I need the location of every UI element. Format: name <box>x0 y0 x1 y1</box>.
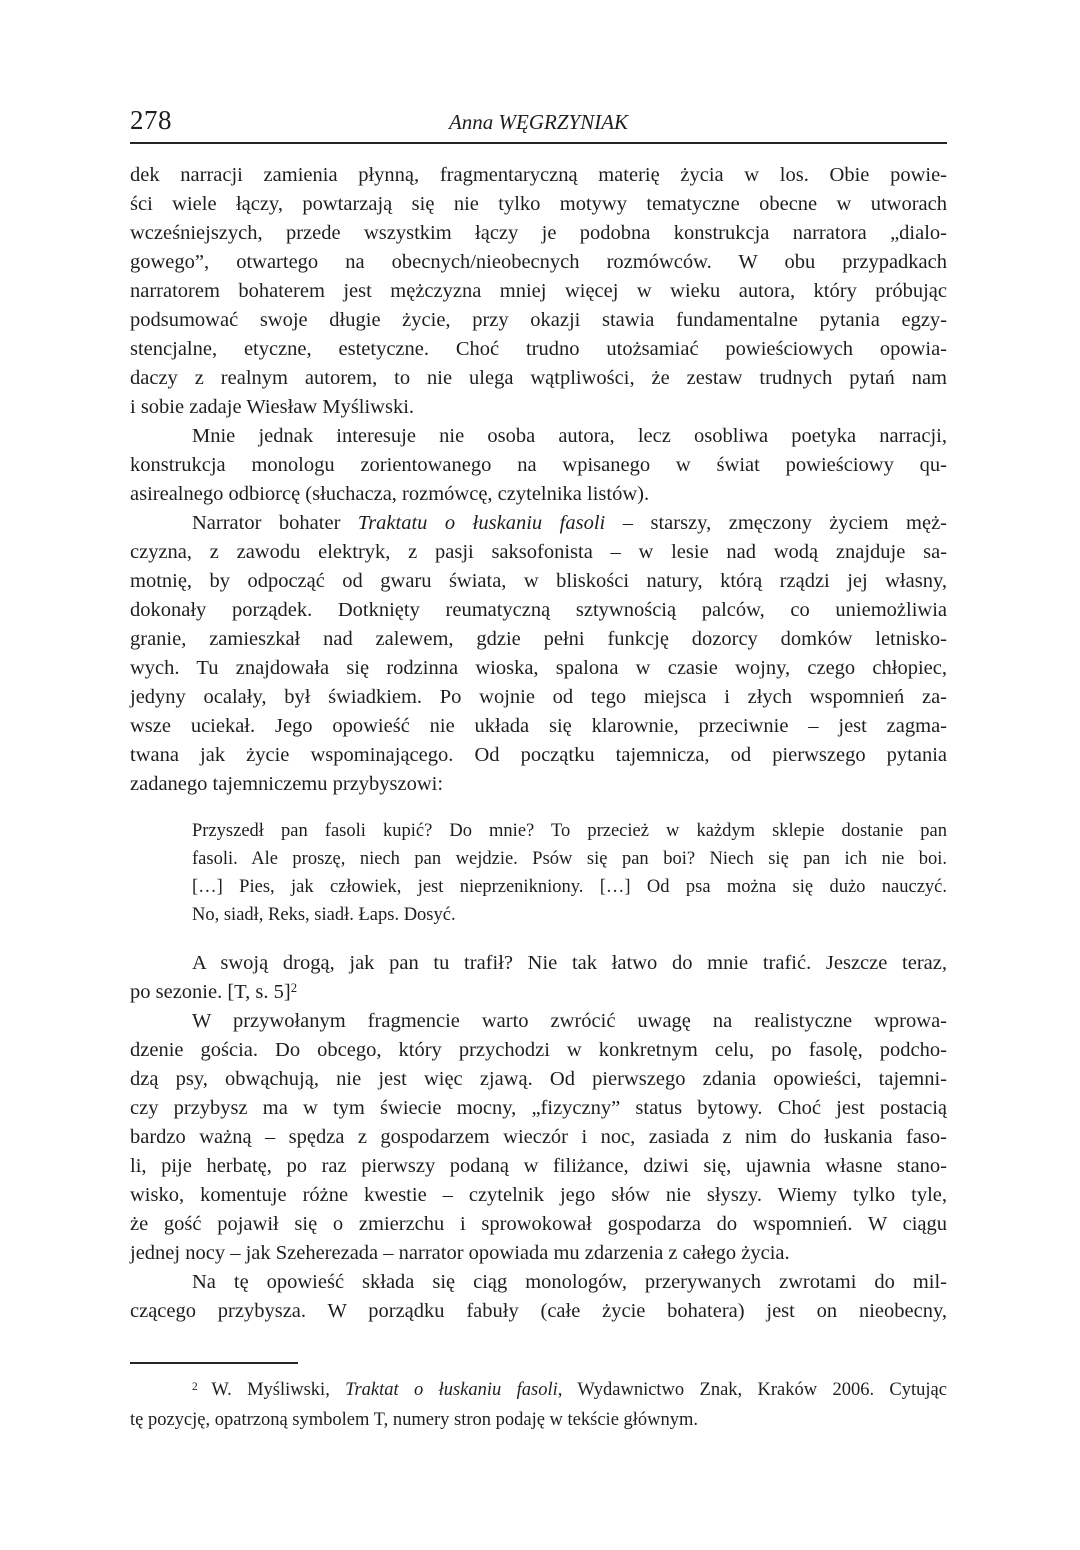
text-line <box>130 1036 947 1065</box>
text-line <box>130 1239 947 1268</box>
text-line <box>130 161 947 190</box>
text-segment: motnię, by odpocząć od gwaru świata, w bliskości natury, którą rządzi jej własny, <box>130 570 947 592</box>
text-line <box>130 1065 947 1094</box>
text-line <box>130 335 947 364</box>
text-segment: jednej nocy – jak Szeherezada – narrator opowiada mu zdarzenia z całego życia. <box>130 1242 790 1264</box>
text-segment: dzenie gościa. Do obcego, który przychodzi w konkretnym celu, po fasolę, podcho- <box>130 1039 947 1061</box>
text-segment: że gość pojawił się o zmierzchu i sprowokował gospodarza do wspomnień. W ciągu <box>130 1213 947 1235</box>
text-segment: – starszy, zmęczony życiem męż- <box>605 512 947 534</box>
text-line <box>130 1268 947 1297</box>
text-segment: Mnie jednak interesuje nie osoba autora, lecz osobliwa poetyka narracji, <box>192 425 947 447</box>
block-quotation <box>192 817 947 929</box>
text-line <box>130 509 947 538</box>
text-segment: konstrukcja monologu zorientowanego na wpisanego w świat powieściowy qu- <box>130 454 947 476</box>
page-header <box>130 103 947 138</box>
text-line <box>130 1210 947 1239</box>
text-segment: daczy z realnym autorem, to nie ulega wątpliwości, że zestaw trudnych pytań nam <box>130 367 947 389</box>
text-segment: dokonały porządek. Dotknięty reumatyczną sztywnością palców, co uniemożliwia <box>130 599 947 621</box>
italic-text: Traktat o łuskaniu fasoli <box>345 1380 558 1400</box>
text-line <box>130 1007 947 1036</box>
text-segment: ści wiele łączy, powtarzają się nie tylko motywy tematyczne obecne w utworach <box>130 193 947 215</box>
text-line <box>192 873 947 901</box>
text-line <box>130 596 947 625</box>
text-segment: czącego przybysza. W porządku fabuły (całe życie bohatera) jest on nieobecny, <box>130 1300 947 1322</box>
text-line <box>130 654 947 683</box>
text-segment: bardzo ważną – spędza z gospodarzem wieczór i noc, zasiada z nim do łuskania faso- <box>130 1126 947 1148</box>
text-segment: po sezonie. [T, s. 5] <box>130 981 291 1003</box>
text-segment: asirealnego odbiorcę (słuchacza, rozmówcę, czytelnika listów). <box>130 483 650 505</box>
text-line <box>130 712 947 741</box>
paragraph <box>130 161 947 422</box>
paragraph <box>130 1268 947 1326</box>
text-segment: […] Pies, jak człowiek, jest nieprzenikniony. […] Od psa można się dużo nauczyć. <box>192 877 947 897</box>
text-segment: narratorem bohaterem jest mężczyzna mniej więcej w wieku autora, który próbując <box>130 280 947 302</box>
text-line <box>130 277 947 306</box>
text-line <box>130 451 947 480</box>
text-line <box>130 978 947 1007</box>
text-line <box>130 741 947 770</box>
text-segment: No, siadł, Reks, siadł. Łaps. Dosyć. <box>192 905 456 925</box>
text-line <box>130 625 947 654</box>
footnote <box>130 1375 947 1435</box>
text-segment: stencjalne, etyczne, estetyczne. Choć trudno utożsamiać powieściowych opowia- <box>130 338 947 360</box>
paragraph <box>130 509 947 799</box>
text-segment: wych. Tu znajdowała się rodzinna wioska, spalona w czasie wojny, czego chłopiec, <box>130 657 947 679</box>
text-segment: dek narracji zamienia płynną, fragmentaryczną materię życia w los. Obie powie- <box>130 164 947 186</box>
text-segment: wcześniejszych, przede wszystkim łączy je podobna konstrukcja narratora „dialo- <box>130 222 947 244</box>
text-segment: jedyny ocalały, był świadkiem. Po wojnie od tego miejsca i złych wspomnień za- <box>130 686 947 708</box>
text-line <box>130 1297 947 1326</box>
text-line <box>130 393 947 422</box>
text-segment: Na tę opowieść składa się ciąg monologów, przerywanych zwrotami do mil- <box>192 1271 947 1293</box>
text-line <box>130 770 947 799</box>
text-segment: gowego”, otwartego na obecnych/nieobecnych rozmówców. W obu przypadkach <box>130 251 947 273</box>
text-line <box>130 219 947 248</box>
page-body-text <box>130 161 947 1326</box>
page-number: 278 <box>130 105 172 135</box>
text-line <box>130 306 947 335</box>
italic-text: Traktatu o łuskaniu fasoli <box>357 512 606 534</box>
text-segment: czy przybysz ma w tym świecie mocny, „fizyczny” status bytowy. Choć jest postacią <box>130 1097 947 1119</box>
text-segment: i sobie zadaje Wiesław Myśliwski. <box>130 396 415 418</box>
text-segment: , Wydawnictwo Znak, Kraków 2006. Cytując <box>557 1380 947 1400</box>
text-line <box>192 845 947 873</box>
text-line <box>130 683 947 712</box>
text-line <box>130 1123 947 1152</box>
text-line <box>130 949 947 978</box>
footnote-rule <box>130 1362 298 1364</box>
text-segment: Przyszedł pan fasoli kupić? Do mnie? To przecież w każdym sklepie dostanie pan <box>192 821 947 841</box>
superscript-ref: 2 <box>192 1380 212 1393</box>
text-line <box>130 567 947 596</box>
text-line <box>130 538 947 567</box>
text-segment: W. Myśliwski, <box>211 1380 346 1400</box>
paragraph <box>130 1007 947 1268</box>
running-head: Anna WĘGRZYNIAK <box>448 110 629 134</box>
text-line <box>192 901 947 929</box>
text-segment: twana jak życie wspominającego. Od początku tajemnicza, od pierwszego pytania <box>130 744 947 766</box>
text-line <box>130 1094 947 1123</box>
text-segment: granie, zamieszkał nad zalewem, gdzie pełni funkcję dozorcy domków letnisko- <box>130 628 947 650</box>
text-segment: wisko, komentuje różne kwestie – czytelnik jego słów nie słyszy. Wiemy tylko tyle, <box>130 1184 947 1206</box>
text-line <box>130 364 947 393</box>
paragraph <box>130 422 947 509</box>
text-line <box>130 1405 947 1435</box>
text-segment: zadanego tajemniczemu przybyszowi: <box>130 773 444 795</box>
header-rule <box>130 142 947 144</box>
text-line <box>130 1152 947 1181</box>
text-segment: tę pozycję, opatrzoną symbolem T, numery stron podaję w tekście głównym. <box>130 1410 699 1430</box>
text-segment: W przywołanym fragmencie warto zwrócić uwagę na realistyczne wprowa- <box>192 1010 947 1032</box>
text-segment: podsumować swoje długie życie, przy okazji stawia fundamentalne pytania egzy- <box>130 309 947 331</box>
paragraph <box>130 949 947 1007</box>
text-line <box>130 1375 947 1405</box>
superscript-ref: 2 <box>290 980 298 995</box>
text-segment: Narrator bohater <box>192 512 358 534</box>
text-line <box>130 248 947 277</box>
text-line <box>130 1181 947 1210</box>
text-line <box>130 190 947 219</box>
text-segment: dzą psy, obwąchują, nie jest więc zjawą. Od pierwszego zdania opowieści, tajemni- <box>130 1068 947 1090</box>
text-line <box>130 422 947 451</box>
text-segment: fasoli. Ale proszę, niech pan wejdzie. Psów się pan boi? Niech się pan ich nie boi. <box>192 849 947 869</box>
text-segment: A swoją drogą, jak pan tu trafił? Nie tak łatwo do mnie trafić. Jeszcze teraz, <box>192 952 947 974</box>
text-line <box>130 480 947 509</box>
text-segment: czyzna, z zawodu elektryk, z pasji saksofonista – w lesie nad wodą znajduje sa- <box>130 541 947 563</box>
text-segment: wsze uciekał. Jego opowieść nie układa się klarownie, przeciwnie – jest zagma- <box>130 715 947 737</box>
text-line <box>192 817 947 845</box>
text-segment: li, pije herbatę, po raz pierwszy podaną w filiżance, dziwi się, ujawnia własne stano- <box>130 1155 947 1177</box>
